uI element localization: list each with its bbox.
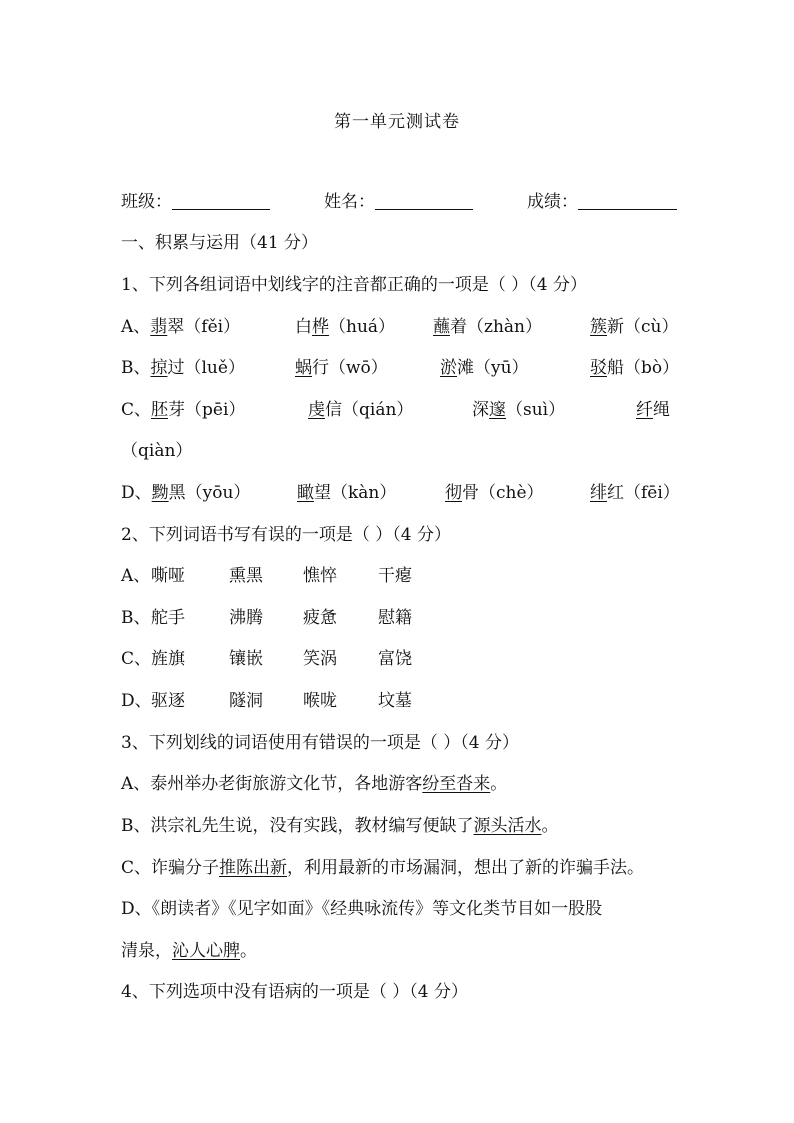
text-segment: 望（kàn） (314, 483, 397, 503)
underlined-text: 掠 (150, 358, 168, 378)
text-segment: 新（cù） (607, 317, 679, 337)
q1-option-d (121, 482, 250, 504)
text-segment: B、洪宗礼先生说，没有实践，教材编写便缺了 (121, 816, 474, 836)
score-blank[interactable] (578, 191, 677, 210)
text-segment: ，利用最新的市场漏洞，想出了新的诈骗手法。 (287, 858, 645, 878)
text-segment: C、 (121, 400, 152, 420)
q4-stem: 4、下列选项中没有语病的一项是（ ）（4 分） (121, 982, 468, 1002)
q2-stem: 2、下列词语书写有误的一项是（ ）（4 分） (121, 525, 451, 545)
underlined-text: 淤 (440, 358, 457, 378)
text-segment: 绳 (653, 400, 670, 420)
underlined-text: 推陈出新 (219, 858, 288, 878)
text-segment: 红（fēi） (607, 483, 680, 503)
q2-option-c: C、 (121, 649, 152, 669)
q1-b-item-3 (440, 357, 529, 379)
q3-option-c (121, 857, 644, 879)
text-segment: 行（wō） (312, 358, 388, 378)
underlined-text: 源头活水 (473, 816, 542, 836)
name-label: 姓名： (324, 192, 375, 212)
name-field (324, 191, 473, 213)
q3-stem: 3、下列划线的词语使用有错误的一项是（ ）（4 分） (121, 733, 519, 753)
text-segment: 黑（yōu） (168, 483, 251, 503)
underlined-text: 桦 (312, 317, 329, 337)
text-segment: （huá） (329, 317, 396, 337)
q2-c-word: 笑涡 (303, 649, 337, 669)
text-segment: 滩（yū） (457, 358, 529, 378)
text-segment: 过（luě） (167, 358, 245, 378)
text-segment: 着（zhàn） (450, 317, 542, 337)
underlined-text: 黝 (151, 483, 169, 503)
text-segment: 船（bò） (607, 358, 680, 378)
q1-a-item-2 (295, 316, 395, 338)
score-field (527, 191, 677, 213)
q2-b-word: 舵手 (151, 608, 185, 628)
q1-a-item-3 (433, 316, 542, 338)
q1-b-item-2 (295, 357, 388, 379)
q1-c-item-2 (308, 399, 413, 421)
underlined-text: 绯 (590, 483, 607, 503)
q1-d-item-4 (590, 482, 680, 504)
class-blank[interactable] (172, 191, 270, 210)
page-title: 第一单元测试卷 (334, 112, 460, 132)
text-segment: 翠（fěi） (167, 317, 241, 337)
q2-a-word: 憔悴 (303, 566, 337, 586)
q3-option-b (121, 815, 559, 837)
text-segment: 芽（pēi） (168, 400, 246, 420)
q2-b-word: 慰籍 (378, 608, 412, 628)
q1-option-c (121, 399, 245, 421)
text-segment: 清泉， (121, 941, 172, 961)
underlined-text: 彻 (445, 483, 462, 503)
q2-d-word: 喉咙 (303, 691, 337, 711)
q1-c-item-3 (472, 399, 565, 421)
q2-b-word: 沸腾 (229, 608, 263, 628)
underlined-text: 邃 (489, 400, 506, 420)
q2-d-word: 坟墓 (378, 691, 412, 711)
text-segment: A、 (121, 317, 151, 337)
name-blank[interactable] (375, 191, 473, 210)
q1-option-a (121, 316, 240, 338)
q3-option-d-cont (121, 940, 257, 962)
underlined-text: 瞰 (297, 483, 314, 503)
q1-d-item-2 (297, 482, 396, 504)
underlined-text: 翡 (150, 317, 168, 337)
q2-c-word: 旌旗 (151, 649, 185, 669)
q1-d-item-3 (445, 482, 544, 504)
q2-d-word: 驱逐 (151, 691, 185, 711)
q2-c-word: 富饶 (378, 649, 412, 669)
text-segment: A、泰州举办老街旅游文化节，各地游客 (121, 774, 423, 794)
q2-option-d: D、 (121, 691, 152, 711)
text-segment: 。 (541, 816, 559, 836)
q2-option-b: B、 (121, 608, 151, 628)
q2-d-word: 隧洞 (229, 691, 263, 711)
underlined-text: 蜗 (295, 358, 312, 378)
underlined-text: 胚 (151, 400, 169, 420)
q2-a-word: 干瘪 (378, 566, 412, 586)
q2-a-word: 熏黑 (229, 566, 263, 586)
text-segment: C、诈骗分子 (121, 858, 220, 878)
class-field (121, 191, 270, 213)
section-heading: 一、积累与运用（41 分） (121, 233, 319, 253)
q3-option-a (121, 773, 507, 795)
text-segment: 白 (295, 317, 312, 337)
q1-a-item-4 (590, 316, 678, 338)
q3-option-d: D、《朗读者》《见字如面》《经典咏流传》等文化类节目如一股股 (121, 899, 603, 919)
text-segment: B、 (121, 358, 151, 378)
underlined-text: 簇 (590, 317, 607, 337)
q2-b-word: 疲惫 (303, 608, 337, 628)
score-label: 成绩： (527, 192, 578, 212)
text-segment: 深 (472, 400, 489, 420)
q1-stem: 1、下列各组词语中划线字的注音都正确的一项是（ ）（4 分） (121, 275, 587, 295)
text-segment: D、 (121, 483, 152, 503)
underlined-text: 蘸 (433, 317, 450, 337)
text-segment: 。 (490, 774, 508, 794)
text-segment: （suì） (506, 400, 566, 420)
q1-option-b (121, 357, 245, 379)
q1-c-item-4 (636, 399, 670, 421)
q2-option-a: A、 (121, 566, 151, 586)
underlined-text: 驳 (590, 358, 607, 378)
q1-c-wrap: （qiàn） (121, 441, 193, 461)
underlined-text: 沁人心脾 (172, 941, 240, 961)
text-segment: 。 (240, 941, 257, 961)
class-label: 班级： (121, 192, 172, 212)
q2-c-word: 镶嵌 (229, 649, 263, 669)
q2-a-word: 嘶哑 (151, 566, 185, 586)
text-segment: 骨（chè） (462, 483, 544, 503)
text-segment: 信（qián） (325, 400, 414, 420)
underlined-text: 虔 (308, 400, 325, 420)
underlined-text: 纤 (636, 400, 653, 420)
underlined-text: 纷至沓来 (422, 774, 491, 794)
q1-b-item-4 (590, 357, 679, 379)
